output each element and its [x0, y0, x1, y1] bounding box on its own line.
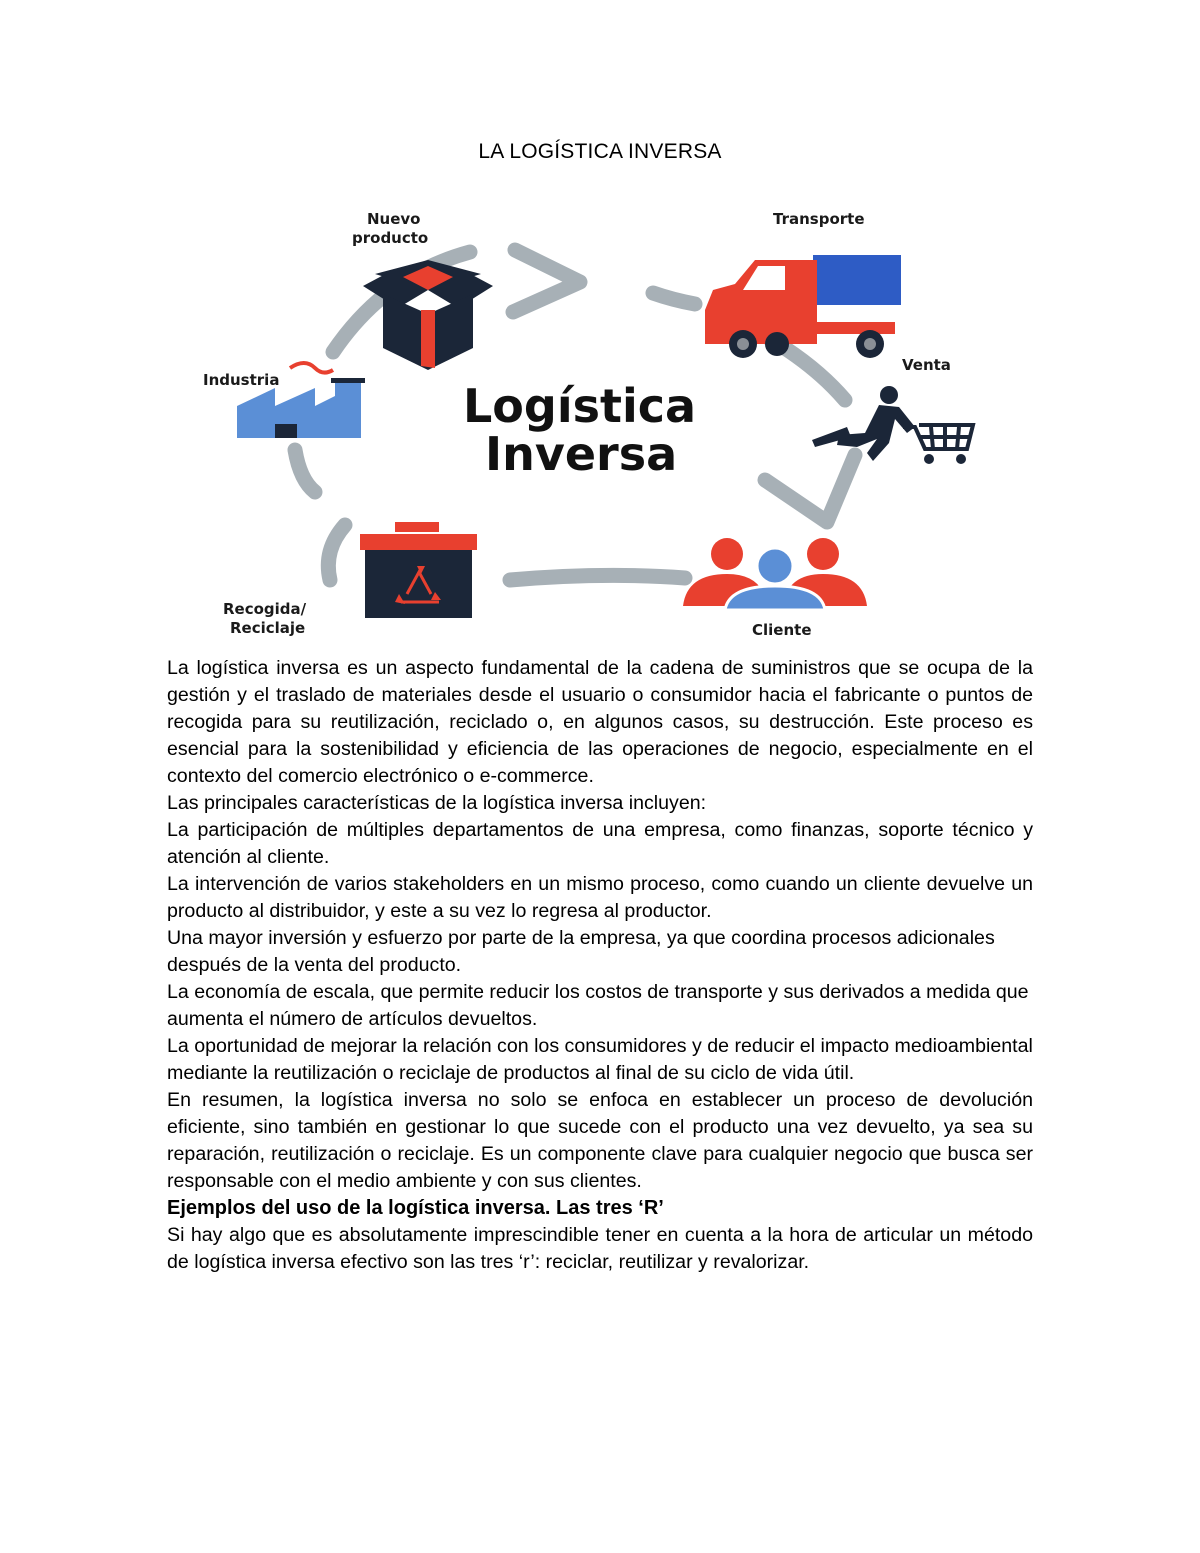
characteristics-intro: Las principales características de la logística inversa incluyen:	[167, 792, 707, 814]
label-recogida-1: Recogida/	[223, 600, 307, 618]
intro-paragraph: La logística inversa es un aspecto fundamental de la cadena de suministros que se ocupa de la gestión y el traslado de materiales desde el usuario o consumidor hacia el fabricante o puntos de recogida para su reutilización, reciclado o, en algunos casos, su destrucción. Este proceso es esencial para la sostenibilidad y eficiencia de las operaciones de negocio, especialmente en el contexto del comercio electrónico o e-commerce.	[167, 657, 1033, 787]
label-transporte: Transporte	[773, 210, 865, 228]
three-r-paragraph: Si hay algo que es absolutamente imprescindible tener en cuenta a la hora de articular un método de logística inversa efectivo son las tres ‘r’: reciclar, reutilizar y revalorizar.	[167, 1224, 1033, 1273]
section-heading: Ejemplos del uso de la logística inversa. Las tres ‘R’	[167, 1197, 664, 1219]
arrow-industria-down	[295, 450, 315, 492]
label-industria: Industria	[203, 371, 280, 389]
label-venta: Venta	[902, 356, 951, 374]
logistics-cycle-diagram	[195, 200, 995, 645]
characteristic-economy-of-scale: La economía de escala, que permite reducir los costos de transporte y sus derivados a medida que aumenta el número de artículos devueltos.	[167, 981, 1029, 1030]
label-recogida-2: Reciclaje	[230, 619, 306, 637]
label-nuevo-producto-1: Nuevo	[367, 210, 421, 228]
center-title-line1: Logística	[463, 379, 697, 433]
arrow-transporte-top	[653, 293, 695, 304]
document-body	[167, 655, 1033, 1276]
recycle-bin-icon	[360, 522, 477, 618]
arrow-cliente-head	[765, 455, 855, 522]
arrow-recogida-bracket	[328, 525, 345, 580]
characteristic-investment: Una mayor inversión y esfuerzo por parte de la empresa, ya que coordina procesos adicionales después de la venta del producto.	[167, 927, 995, 976]
arrow-cliente-to-recogida	[510, 575, 685, 580]
label-nuevo-producto-2: producto	[352, 229, 429, 247]
summary-paragraph: En resumen, la logística inversa no solo se enfoca en establecer un proceso de devolución eficiente, sino también en gestionar lo que sucede con el producto una vez devuelto, ya sea su reparación, reutilización o reciclaje. Es un componente clave para cualquier negocio que busca ser responsable con el medio ambiente y con sus clientes.	[167, 1089, 1033, 1192]
center-title-line2: Inversa	[485, 427, 678, 481]
characteristic-departments: La participación de múltiples departamentos de una empresa, como finanzas, soporte técnico y atención al cliente.	[167, 819, 1033, 868]
page-title: LA LOGÍSTICA INVERSA	[478, 140, 722, 163]
truck-icon	[705, 255, 901, 358]
box-icon	[363, 260, 493, 370]
people-icon	[683, 538, 867, 610]
arrow-producto-to-transporte-head	[513, 250, 580, 312]
label-cliente: Cliente	[752, 621, 812, 639]
characteristic-stakeholders: La intervención de varios stakeholders en un mismo proceso, como cuando un cliente devuelve un producto al distribuidor, y este a su vez lo regresa al productor.	[167, 873, 1033, 922]
characteristic-consumer-relation: La oportunidad de mejorar la relación con los consumidores y de reducir el impacto medioambiental mediante la reutilización o reciclaje de productos al final de su ciclo de vida útil.	[167, 1035, 1033, 1084]
